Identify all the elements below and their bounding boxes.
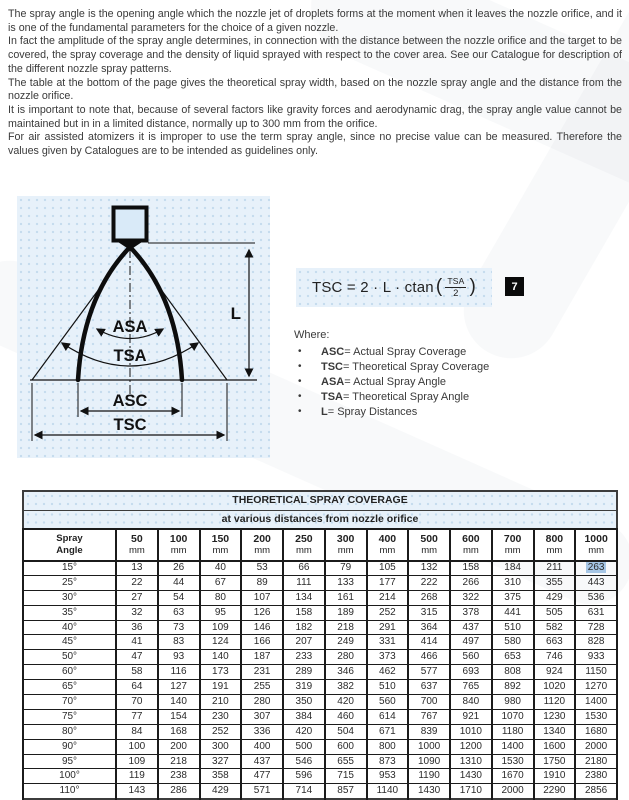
- coverage-cell: 582: [534, 620, 576, 635]
- coverage-table-section: [22, 490, 618, 800]
- bullet-icon: •: [298, 346, 302, 357]
- coverage-cell: 133: [325, 575, 367, 590]
- coverage-cell: 252: [200, 724, 242, 739]
- table-row: [23, 769, 617, 784]
- coverage-cell: 350: [283, 695, 325, 710]
- coverage-cell: 168: [158, 724, 200, 739]
- coverage-cell: 189: [325, 605, 367, 620]
- table-row: [23, 665, 617, 680]
- tsc-formula: [296, 268, 492, 307]
- coverage-cell: 420: [283, 724, 325, 739]
- coverage-cell: 191: [200, 680, 242, 695]
- coverage-cell: 1010: [450, 724, 492, 739]
- table-row: [23, 605, 617, 620]
- where-definition: = Theoretical Spray Angle: [343, 390, 470, 403]
- bullet-icon: •: [298, 376, 302, 387]
- coverage-cell: 358: [200, 769, 242, 784]
- coverage-cell: 655: [325, 754, 367, 769]
- coverage-cell: 116: [158, 665, 200, 680]
- coverage-cell: 336: [241, 724, 283, 739]
- coverage-cell: 95: [200, 605, 242, 620]
- coverage-cell: 1190: [408, 769, 450, 784]
- coverage-cell: 255: [241, 680, 283, 695]
- coverage-cell: 429: [534, 590, 576, 605]
- coverage-cell: 280: [241, 695, 283, 710]
- coverage-cell: 1710: [450, 784, 492, 799]
- spray-angle-cell: 110°: [23, 784, 116, 799]
- coverage-cell: 233: [283, 650, 325, 665]
- coverage-cell: 158: [283, 605, 325, 620]
- spray-angle-cell: 80°: [23, 724, 116, 739]
- coverage-cell: 614: [367, 709, 409, 724]
- coverage-cell: 36: [116, 620, 158, 635]
- coverage-cell: 211: [534, 561, 576, 576]
- coverage-cell: 2856: [575, 784, 617, 799]
- coverage-cell: 2000: [492, 784, 534, 799]
- coverage-cell: 307: [241, 709, 283, 724]
- table-row: [23, 680, 617, 695]
- table-header-row: [23, 529, 617, 561]
- coverage-cell: 22: [116, 575, 158, 590]
- where-item: [294, 389, 544, 404]
- spray-angle-cell: 60°: [23, 665, 116, 680]
- coverage-cell: 107: [241, 590, 283, 605]
- spray-angle-diagram: [17, 196, 270, 458]
- spray-angle-cell: 30°: [23, 590, 116, 605]
- coverage-cell: 1150: [575, 665, 617, 680]
- coverage-cell: 109: [116, 754, 158, 769]
- coverage-cell: 310: [492, 575, 534, 590]
- where-term: ASC: [321, 345, 345, 358]
- coverage-cell: 127: [158, 680, 200, 695]
- table-row: [23, 575, 617, 590]
- table-row: [23, 739, 617, 754]
- paragraph: It is important to note that, because of several factors like gravity forces and aerodynamic drag, the spray angle value cannot be maintained but in in a limited distance, normally up to 300 mm from the orifice.: [8, 103, 622, 130]
- coverage-cell: 177: [367, 575, 409, 590]
- coverage-cell: 54: [158, 590, 200, 605]
- coverage-cell: 126: [241, 605, 283, 620]
- where-term: L: [321, 405, 328, 418]
- bullet-icon: •: [298, 406, 302, 417]
- coverage-cell: 70: [116, 695, 158, 710]
- spray-angle-cell: 65°: [23, 680, 116, 695]
- table-body: [23, 561, 617, 799]
- coverage-cell: 715: [325, 769, 367, 784]
- coverage-cell: 187: [241, 650, 283, 665]
- coverage-cell: 441: [492, 605, 534, 620]
- coverage-cell: 2180: [575, 754, 617, 769]
- spray-angle-cell: 15°: [23, 561, 116, 576]
- where-item: [294, 374, 544, 389]
- where-item: [294, 344, 544, 359]
- coverage-cell: 173: [200, 665, 242, 680]
- coverage-cell: 953: [367, 769, 409, 784]
- table-title: THEORETICAL SPRAY COVERAGE: [23, 491, 617, 510]
- coverage-cell: 2290: [534, 784, 576, 799]
- coverage-cell: 66: [283, 561, 325, 576]
- coverage-cell: 980: [492, 695, 534, 710]
- distance-header: 200 mm: [241, 529, 283, 561]
- coverage-cell: 119: [116, 769, 158, 784]
- coverage-cell: 560: [367, 695, 409, 710]
- coverage-cell: 504: [325, 724, 367, 739]
- table-row: [23, 784, 617, 799]
- theoretical-spray-coverage-table: [22, 490, 618, 800]
- coverage-cell: 460: [325, 709, 367, 724]
- where-title: Where:: [294, 329, 330, 341]
- coverage-cell: 693: [450, 665, 492, 680]
- table-row: [23, 620, 617, 635]
- coverage-cell: 1200: [450, 739, 492, 754]
- distance-header: 700 mm: [492, 529, 534, 561]
- bullet-icon: •: [298, 361, 302, 372]
- table-subtitle: at various distances from nozzle orifice: [23, 510, 617, 529]
- coverage-cell: 462: [367, 665, 409, 680]
- spray-angle-cell: 25°: [23, 575, 116, 590]
- coverage-cell: 2000: [575, 739, 617, 754]
- coverage-cell: 1070: [492, 709, 534, 724]
- coverage-cell: 184: [492, 561, 534, 576]
- nozzle-body: [114, 208, 147, 241]
- coverage-cell: 384: [283, 709, 325, 724]
- coverage-cell: 500: [283, 739, 325, 754]
- coverage-cell: 44: [158, 575, 200, 590]
- coverage-cell: 497: [450, 635, 492, 650]
- distance-header: 50 mm: [116, 529, 158, 561]
- coverage-cell: 252: [367, 605, 409, 620]
- coverage-cell: 132: [408, 561, 450, 576]
- spray-angle-cell: 50°: [23, 650, 116, 665]
- coverage-cell: 560: [450, 650, 492, 665]
- coverage-cell: 714: [283, 784, 325, 799]
- coverage-cell: 1020: [534, 680, 576, 695]
- open-paren: (: [435, 276, 443, 297]
- coverage-cell: 93: [158, 650, 200, 665]
- distance-header: 150 mm: [200, 529, 242, 561]
- coverage-cell: 857: [325, 784, 367, 799]
- bullet-icon: •: [298, 391, 302, 402]
- spray-angle-header: Spray Angle: [23, 529, 116, 561]
- where-definition: = Theoretical Spray Coverage: [343, 360, 490, 373]
- coverage-cell: 231: [241, 665, 283, 680]
- spray-angle-cell: 90°: [23, 739, 116, 754]
- coverage-cell: 161: [325, 590, 367, 605]
- coverage-cell: 249: [325, 635, 367, 650]
- coverage-cell: 382: [325, 680, 367, 695]
- coverage-cell: 327: [200, 754, 242, 769]
- coverage-cell: 154: [158, 709, 200, 724]
- formula-text: TSC = 2 · L · ctan: [311, 279, 434, 296]
- coverage-cell: 84: [116, 724, 158, 739]
- distance-header: 800 mm: [534, 529, 576, 561]
- coverage-cell: 322: [450, 590, 492, 605]
- coverage-cell: 200: [158, 739, 200, 754]
- coverage-cell: 839: [408, 724, 450, 739]
- coverage-cell: 571: [241, 784, 283, 799]
- coverage-cell: 1400: [492, 739, 534, 754]
- tsc-label: TSC: [113, 416, 147, 434]
- coverage-cell: 286: [158, 784, 200, 799]
- coverage-cell: 89: [241, 575, 283, 590]
- coverage-cell: 1530: [492, 754, 534, 769]
- coverage-cell: 319: [283, 680, 325, 695]
- coverage-cell: 637: [408, 680, 450, 695]
- coverage-cell: 728: [575, 620, 617, 635]
- where-item: [294, 404, 544, 419]
- coverage-cell: 40: [200, 561, 242, 576]
- coverage-cell: 63: [158, 605, 200, 620]
- coverage-cell: 27: [116, 590, 158, 605]
- coverage-cell: 596: [283, 769, 325, 784]
- paragraph: The table at the bottom of the page gives the theoretical spray width, based on the nozzle spray angle and the distance from the nozzle orifice.: [8, 76, 622, 103]
- coverage-cell: 1270: [575, 680, 617, 695]
- tsa-label: TSA: [113, 347, 147, 365]
- coverage-cell: 79: [325, 561, 367, 576]
- coverage-cell: 510: [367, 680, 409, 695]
- coverage-cell: 111: [283, 575, 325, 590]
- distance-header: 300 mm: [325, 529, 367, 561]
- distance-header: 400 mm: [367, 529, 409, 561]
- fraction-numerator: TSA: [447, 276, 465, 286]
- table-row: [23, 635, 617, 650]
- coverage-cell: 13: [116, 561, 158, 576]
- table-row: [23, 724, 617, 739]
- coverage-cell: 1000: [408, 739, 450, 754]
- asc-label: ASC: [112, 392, 148, 410]
- coverage-cell: 207: [283, 635, 325, 650]
- distance-header: 100 mm: [158, 529, 200, 561]
- coverage-cell: 671: [367, 724, 409, 739]
- coverage-cell: 477: [241, 769, 283, 784]
- distance-header: 250 mm: [283, 529, 325, 561]
- coverage-cell: 375: [492, 590, 534, 605]
- coverage-cell: 580: [492, 635, 534, 650]
- coverage-cell: 230: [200, 709, 242, 724]
- coverage-cell: 437: [450, 620, 492, 635]
- coverage-cell: 373: [367, 650, 409, 665]
- l-label: L: [230, 304, 241, 323]
- coverage-cell: 77: [116, 709, 158, 724]
- paragraph: In fact the amplitude of the spray angle determines, in connection with the distance between the nozzle orifice and the target to be covered, the spray coverage and the density of liquid sprayed with respect to the cover area. See our Catalogue for description of the different nozzle spray patterns.: [8, 35, 622, 75]
- where-definition: = Actual Spray Coverage: [344, 345, 467, 358]
- coverage-cell: 291: [367, 620, 409, 635]
- spray-angle-cell: 45°: [23, 635, 116, 650]
- coverage-cell: 873: [367, 754, 409, 769]
- close-paren: ): [469, 276, 477, 297]
- table-row: [23, 590, 617, 605]
- spray-angle-cell: 70°: [23, 695, 116, 710]
- coverage-cell: 166: [241, 635, 283, 650]
- coverage-cell: 32: [116, 605, 158, 620]
- coverage-cell: 767: [408, 709, 450, 724]
- coverage-cell: 58: [116, 665, 158, 680]
- coverage-cell: 808: [492, 665, 534, 680]
- intro-text: [8, 8, 622, 159]
- coverage-cell: [575, 561, 617, 576]
- coverage-cell: 300: [200, 739, 242, 754]
- coverage-cell: 924: [534, 665, 576, 680]
- where-definitions: [294, 329, 544, 419]
- coverage-cell: 268: [408, 590, 450, 605]
- distance-header: 500 mm: [408, 529, 450, 561]
- coverage-cell: 1340: [534, 724, 576, 739]
- where-items: [294, 344, 544, 419]
- coverage-cell: 289: [283, 665, 325, 680]
- coverage-cell: 546: [283, 754, 325, 769]
- where-term: TSA: [321, 390, 343, 403]
- coverage-cell: 1430: [408, 784, 450, 799]
- coverage-cell: 378: [450, 605, 492, 620]
- coverage-cell: 631: [575, 605, 617, 620]
- paragraph: For air assisted atomizers it is improper to use the term spray angle, since no precise value can be measured. Therefore the values given by Catalogues are to be intended as guidelines only.: [8, 131, 622, 158]
- coverage-cell: 577: [408, 665, 450, 680]
- coverage-cell: 140: [158, 695, 200, 710]
- coverage-cell: 134: [283, 590, 325, 605]
- spray-angle-cell: 35°: [23, 605, 116, 620]
- coverage-cell: 222: [408, 575, 450, 590]
- coverage-cell: 414: [408, 635, 450, 650]
- coverage-cell: 1910: [534, 769, 576, 784]
- coverage-cell: 73: [158, 620, 200, 635]
- coverage-cell: 1750: [534, 754, 576, 769]
- where-definition: = Spray Distances: [327, 405, 418, 418]
- coverage-cell: 80: [200, 590, 242, 605]
- coverage-cell: 2380: [575, 769, 617, 784]
- paragraph: The spray angle is the opening angle which the nozzle jet of droplets forms at the moment when it leaves the nozzle orifice, and it is one of the fundamental parameters for the choice of a given nozzle.: [8, 8, 622, 34]
- formula-fraction: [445, 277, 466, 298]
- coverage-cell: 83: [158, 635, 200, 650]
- where-term: ASA: [321, 375, 345, 388]
- coverage-cell: 921: [450, 709, 492, 724]
- coverage-cell: 840: [450, 695, 492, 710]
- coverage-cell: 26: [158, 561, 200, 576]
- coverage-cell: 47: [116, 650, 158, 665]
- coverage-cell: 1680: [575, 724, 617, 739]
- fraction-denominator: 2: [453, 287, 459, 299]
- coverage-cell: 828: [575, 635, 617, 650]
- coverage-cell: 400: [241, 739, 283, 754]
- coverage-cell: 331: [367, 635, 409, 650]
- coverage-cell: 346: [325, 665, 367, 680]
- coverage-cell: 466: [408, 650, 450, 665]
- coverage-cell: 746: [534, 650, 576, 665]
- coverage-cell: 64: [116, 680, 158, 695]
- coverage-cell: 210: [200, 695, 242, 710]
- coverage-cell: 67: [200, 575, 242, 590]
- asa-label: ASA: [112, 318, 148, 336]
- coverage-cell: 663: [534, 635, 576, 650]
- coverage-cell: 182: [283, 620, 325, 635]
- coverage-cell: 933: [575, 650, 617, 665]
- table-row: [23, 650, 617, 665]
- distance-header: 1000 mm: [575, 529, 617, 561]
- coverage-cell: 355: [534, 575, 576, 590]
- coverage-cell: 124: [200, 635, 242, 650]
- coverage-cell: 420: [325, 695, 367, 710]
- coverage-cell: 1670: [492, 769, 534, 784]
- coverage-cell: 1430: [450, 769, 492, 784]
- coverage-cell: 1180: [492, 724, 534, 739]
- spray-angle-cell: 75°: [23, 709, 116, 724]
- coverage-cell: 1310: [450, 754, 492, 769]
- equation-number-badge: 7: [505, 277, 524, 296]
- coverage-cell: 1530: [575, 709, 617, 724]
- coverage-cell: 218: [325, 620, 367, 635]
- coverage-cell: 238: [158, 769, 200, 784]
- coverage-cell: 1230: [534, 709, 576, 724]
- coverage-cell: 510: [492, 620, 534, 635]
- table-row: [23, 561, 617, 576]
- coverage-cell: 1400: [575, 695, 617, 710]
- coverage-cell: 53: [241, 561, 283, 576]
- coverage-cell: 1120: [534, 695, 576, 710]
- coverage-cell: 1140: [367, 784, 409, 799]
- coverage-cell: 505: [534, 605, 576, 620]
- coverage-cell: 214: [367, 590, 409, 605]
- coverage-cell: 218: [158, 754, 200, 769]
- coverage-cell: 143: [116, 784, 158, 799]
- coverage-cell: 280: [325, 650, 367, 665]
- coverage-cell: 653: [492, 650, 534, 665]
- distance-header: 600 mm: [450, 529, 492, 561]
- spray-angle-cell: 95°: [23, 754, 116, 769]
- coverage-cell: 429: [200, 784, 242, 799]
- coverage-cell: 315: [408, 605, 450, 620]
- coverage-cell: 1090: [408, 754, 450, 769]
- coverage-cell: 266: [450, 575, 492, 590]
- coverage-cell: 100: [116, 739, 158, 754]
- highlighted-value: 263: [587, 562, 605, 574]
- spray-angle-cell: 100°: [23, 769, 116, 784]
- coverage-cell: 600: [325, 739, 367, 754]
- coverage-cell: 105: [367, 561, 409, 576]
- coverage-cell: 765: [450, 680, 492, 695]
- coverage-cell: 437: [241, 754, 283, 769]
- coverage-cell: 146: [241, 620, 283, 635]
- coverage-cell: 158: [450, 561, 492, 576]
- coverage-cell: 800: [367, 739, 409, 754]
- coverage-cell: 536: [575, 590, 617, 605]
- where-term: TSC: [321, 360, 343, 373]
- spray-angle-diagram-svg: [17, 196, 270, 458]
- where-definition: = Actual Spray Angle: [344, 375, 447, 388]
- coverage-cell: 109: [200, 620, 242, 635]
- spray-angle-cell: 40°: [23, 620, 116, 635]
- table-row: [23, 709, 617, 724]
- coverage-cell: 364: [408, 620, 450, 635]
- coverage-cell: 892: [492, 680, 534, 695]
- coverage-cell: 700: [408, 695, 450, 710]
- where-item: [294, 359, 544, 374]
- table-row: [23, 695, 617, 710]
- coverage-cell: 1600: [534, 739, 576, 754]
- coverage-cell: 140: [200, 650, 242, 665]
- table-row: [23, 754, 617, 769]
- coverage-cell: 41: [116, 635, 158, 650]
- coverage-cell: 443: [575, 575, 617, 590]
